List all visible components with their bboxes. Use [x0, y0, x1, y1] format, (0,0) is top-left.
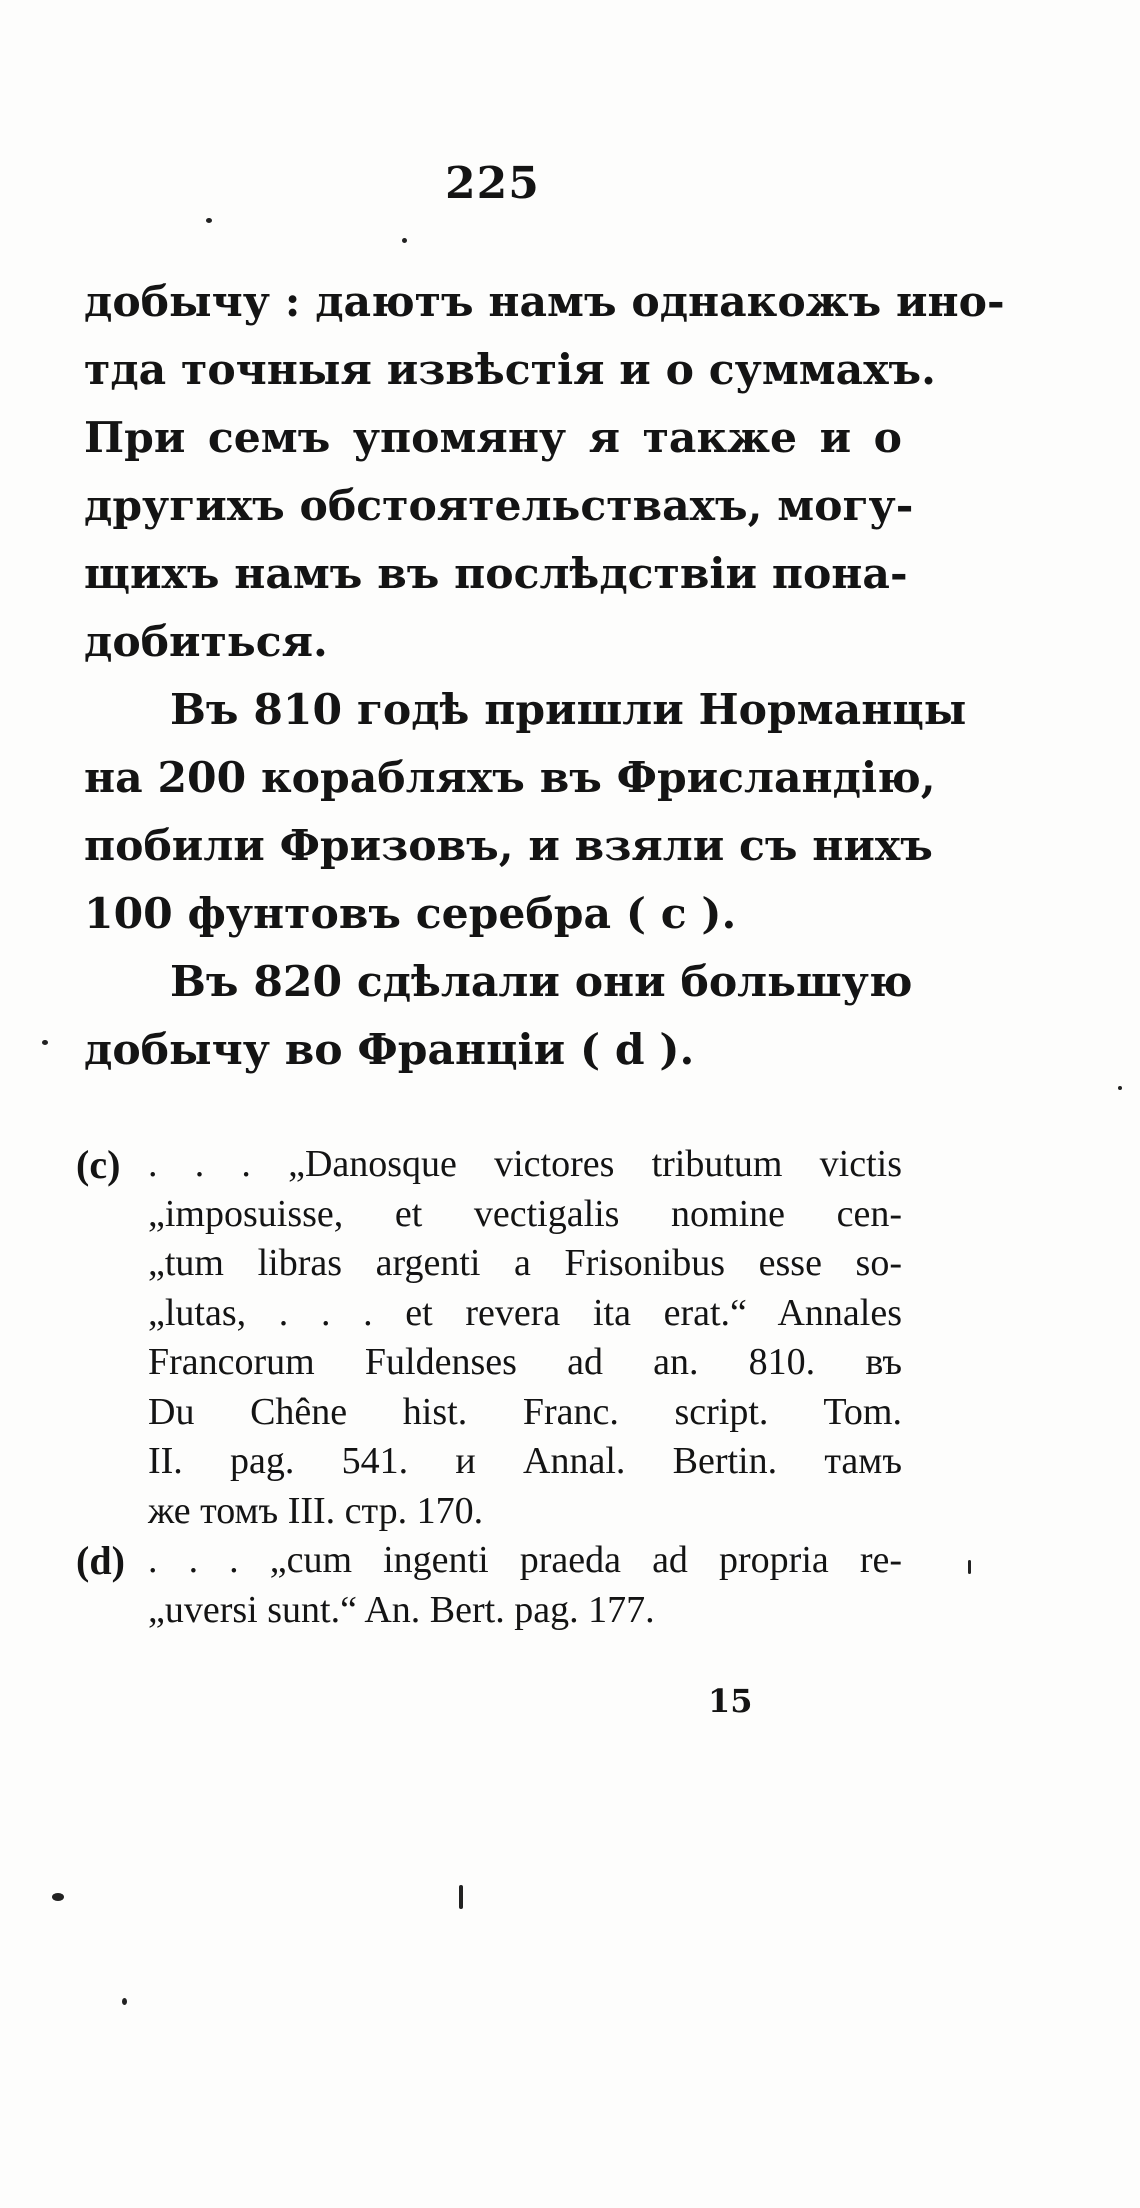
scan-speck [459, 1885, 463, 1909]
scan-speck [968, 1560, 971, 1574]
footnote-line: „tum libras argenti a Frisonibus esse so- [148, 1242, 902, 1284]
text-line: добычу во Франціи ( d ). [84, 1025, 695, 1075]
scan-speck [42, 1040, 48, 1045]
footnote-line: „uversi sunt.“ An. Bert. pag. 177. [148, 1588, 655, 1631]
scan-speck [122, 1998, 127, 2005]
footnote-line: Du Chêne hist. Franc. script. Tom. [148, 1390, 902, 1433]
text-line: другихъ обстоятельствахъ, могу- [84, 481, 914, 531]
scan-speck [1118, 1086, 1122, 1090]
footnote-line: II. pag. 541. и Annal. Bertin. тамъ [148, 1440, 902, 1482]
footnote-body [148, 1140, 902, 1536]
footnote-body [148, 1536, 902, 1635]
text-line: на 200 корабляхъ въ Фрисландію, [84, 753, 936, 803]
page-number: 225 [445, 158, 540, 209]
footnote-line: . . . „Danosque victores tributum victis [148, 1143, 902, 1185]
footnote-d [76, 1536, 902, 1635]
footnotes-block [76, 1140, 902, 1635]
text-line: 100 фунтовъ серебра ( c ). [84, 889, 737, 939]
scan-speck [402, 238, 407, 243]
main-text-block [84, 268, 1005, 1084]
catchword: 15 [708, 1682, 753, 1720]
footnote-marker: (c) [76, 1142, 121, 1187]
paragraph-start-line: Въ 820 сдѣлали они большую [170, 957, 913, 1007]
footnote-line: „lutas, . . . et revera ita erat.“ Annales [148, 1291, 902, 1334]
text-line: тда точныя извѣстія и о суммахъ. [84, 345, 936, 395]
scan-speck [52, 1893, 64, 1901]
footnote-line: . . . „cum ingenti praeda ad propria re- [148, 1539, 902, 1581]
footnote-marker: (d) [76, 1538, 125, 1583]
footnote-line: же томъ III. стр. 170. [148, 1489, 484, 1532]
text-line: При семъ упомяну я также и о [84, 413, 902, 463]
text-line: добычу : даютъ намъ однакожъ ино- [84, 277, 1005, 327]
footnote-c [76, 1140, 902, 1536]
paragraph-start-line: Въ 810 годѣ пришли Норманцы [170, 685, 967, 735]
text-line: побили Фризовъ, и взяли съ нихъ [84, 821, 933, 871]
footnote-line: Francorum Fuldenses ad an. 810. въ [148, 1341, 902, 1383]
footnote-line: „imposuisse, et vectigalis nomine cen- [148, 1192, 902, 1235]
text-line: добиться. [84, 617, 328, 667]
text-line: щихъ намъ въ послѣдствіи пона- [84, 549, 908, 599]
scan-speck [206, 218, 212, 223]
